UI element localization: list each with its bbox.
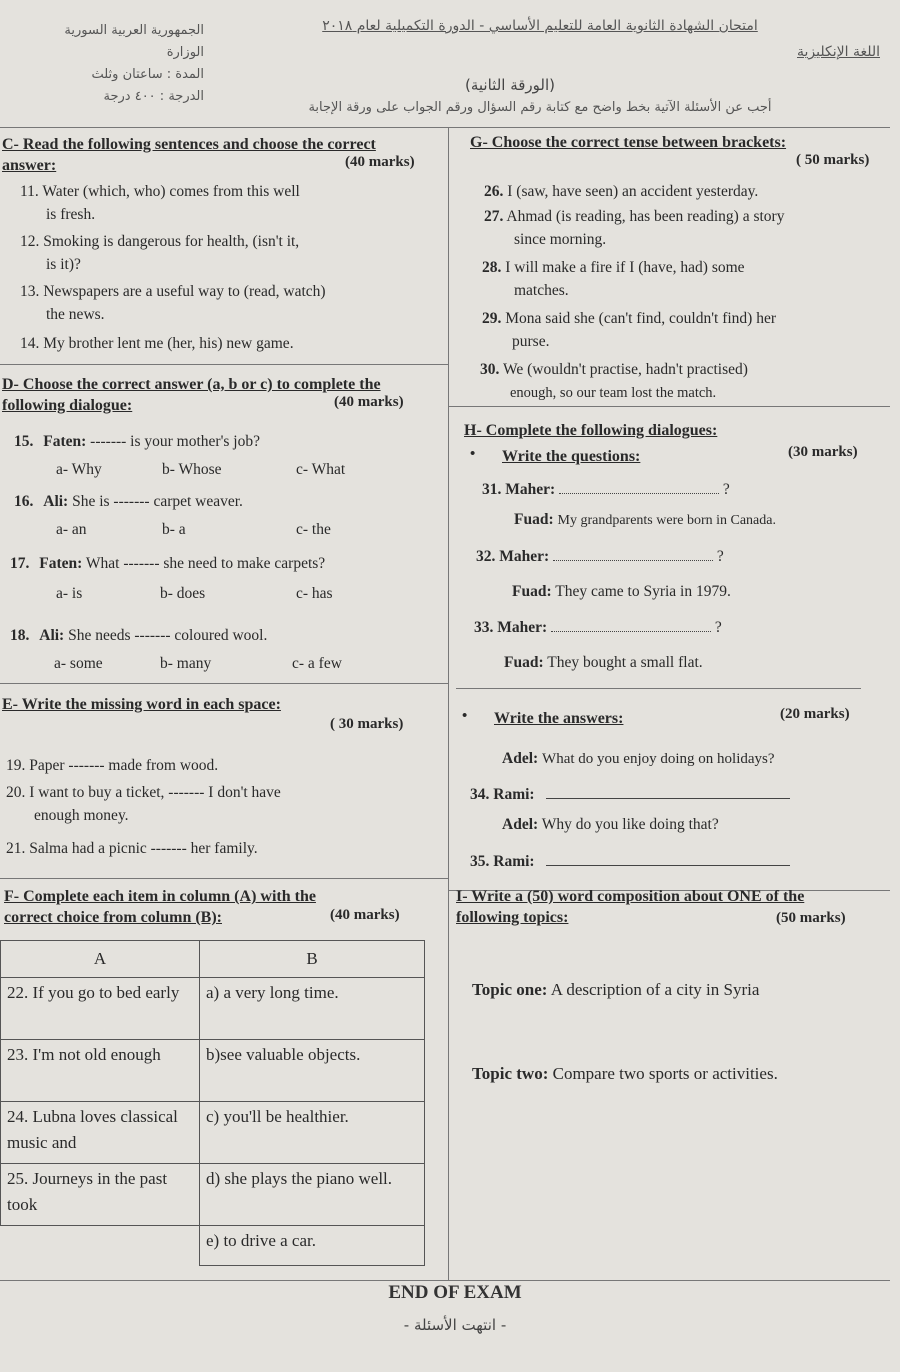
- section-c-header: [0, 134, 448, 178]
- section-c-title: C- Read the following sentences and choose the correct answer:: [2, 136, 376, 174]
- question-text: Newspapers are a useful way to (read, watch): [43, 283, 326, 300]
- question-text: We (wouldn't practise, hadn't practised): [502, 361, 748, 378]
- question-text-cont: is it)?: [46, 256, 81, 273]
- question-text: My brother lent me (her, his) new game.: [43, 335, 294, 352]
- section-d-title: D- Choose the correct answer (a, b or c) to complete the following dialogue:: [2, 376, 381, 414]
- dialogue-item-18: [10, 624, 448, 681]
- column-b-header: B: [200, 941, 425, 978]
- question-text-cont: is fresh.: [46, 206, 96, 223]
- question-number: 11.: [20, 183, 39, 200]
- question-mark: ?: [716, 548, 724, 565]
- section-h-title: H- Complete the following dialogues:: [464, 422, 718, 439]
- header-duration: المدة : ساعتان وثلث: [91, 67, 204, 82]
- question-28: [482, 256, 882, 302]
- write-questions-label: Write the questions:: [502, 448, 641, 465]
- option-b: b- many: [160, 655, 212, 672]
- item-number: 18.: [10, 627, 30, 644]
- divider-c-d: [0, 364, 448, 365]
- column-b-cell: e) to drive a car.: [200, 1226, 425, 1266]
- divider-g-h: [448, 406, 890, 407]
- answer-line[interactable]: [551, 631, 711, 632]
- question-26: [484, 180, 884, 203]
- dialogue-32-question: [476, 545, 876, 568]
- table-row: [1, 1226, 425, 1266]
- option-a: a- Why: [56, 461, 102, 478]
- option-b: b- a: [162, 521, 186, 538]
- divider-h1-h2: [456, 688, 861, 689]
- column-a-header: A: [1, 941, 200, 978]
- header-grade: الدرجة : ٤٠٠ درجة: [103, 89, 204, 104]
- question-number: 21.: [6, 840, 26, 857]
- section-i-marks: (50 marks): [776, 910, 846, 926]
- section-d-header: [0, 374, 448, 418]
- option-b: b- Whose: [162, 461, 222, 478]
- end-of-exam-arabic: - انتهت الأسئلة -: [403, 1316, 507, 1334]
- column-b-cell: b)see valuable objects.: [200, 1040, 425, 1102]
- question-30: [480, 358, 884, 405]
- option-c: c- What: [296, 461, 346, 478]
- question-text: Water (which, who) comes from this well: [42, 183, 300, 200]
- topic-one-text: A description of a city in Syria: [550, 980, 760, 999]
- speaker-maher: Maher:: [505, 481, 556, 498]
- dialogue-item-16: [14, 490, 444, 547]
- section-f-marks: (40 marks): [330, 907, 400, 923]
- question-text: Ahmad (is reading, has been reading) a story: [506, 208, 785, 225]
- fuad-answer: My grandparents were born in Canada.: [557, 513, 776, 528]
- question-text: Smoking is dangerous for health, (isn't it,: [43, 233, 300, 250]
- speaker: Ali:: [43, 493, 69, 510]
- option-a: a- an: [56, 521, 87, 538]
- dialogue-31-question: [482, 478, 882, 501]
- question-number: 32.: [476, 548, 496, 565]
- section-g: [470, 132, 890, 176]
- speaker-adel: Adel:: [502, 816, 539, 833]
- option-a: a- is: [56, 585, 83, 602]
- dialogue-33-question: [474, 616, 874, 639]
- topic-two-text: Compare two sports or activities.: [552, 1064, 778, 1083]
- dialogue-text: ------- is your mother's job?: [90, 433, 260, 450]
- speaker: Faten:: [39, 555, 83, 572]
- question-text: I (saw, have seen) an accident yesterday.: [507, 183, 759, 200]
- question-29: [482, 307, 882, 353]
- item-number: 16.: [14, 493, 34, 510]
- section-e: [0, 694, 448, 860]
- write-questions-heading: [470, 446, 880, 470]
- speaker-rami: Rami:: [493, 853, 535, 870]
- question-text-cont: enough money.: [34, 807, 129, 824]
- speaker-fuad: Fuad:: [514, 511, 554, 528]
- question-text: I will make a fire if I (have, had) some: [505, 259, 745, 276]
- divider-d-e: [0, 683, 448, 684]
- option-c: c- has: [296, 585, 333, 602]
- question-20: [0, 781, 448, 827]
- section-c-marks: (40 marks): [345, 154, 415, 170]
- question-number: 30.: [480, 361, 500, 378]
- item-number: 15.: [14, 433, 34, 450]
- topic-two: [472, 1064, 882, 1084]
- speaker: Faten:: [43, 433, 87, 450]
- section-c: [0, 134, 448, 355]
- end-of-exam: END OF EXAM: [388, 1282, 522, 1303]
- matching-table-header: [1, 941, 425, 978]
- section-i-header: [456, 886, 886, 936]
- bullet-icon: •: [470, 446, 476, 462]
- exam-part: (الورقة الثانية): [465, 76, 555, 94]
- section-d-marks: (40 marks): [334, 394, 404, 410]
- column-a-cell: 24. Lubna loves classical music and: [1, 1102, 200, 1164]
- answer-line[interactable]: [546, 865, 790, 866]
- question-number: 19.: [6, 757, 26, 774]
- speaker-adel: Adel:: [502, 750, 539, 767]
- question-mark: ?: [714, 619, 722, 636]
- question-number: 29.: [482, 310, 502, 327]
- question-number: 26.: [484, 183, 504, 200]
- question-21: [0, 837, 448, 860]
- dialogue-item-15: [14, 430, 444, 487]
- question-number: 14.: [20, 335, 40, 352]
- section-f-header: [0, 886, 448, 936]
- option-c: c- the: [296, 521, 331, 538]
- matching-table: [0, 940, 425, 1266]
- speaker-fuad: Fuad:: [504, 654, 544, 671]
- table-row: [1, 978, 425, 1040]
- column-a-cell: 25. Journeys in the past took: [1, 1164, 200, 1226]
- section-i-title: I- Write a (50) word composition about ONE of the following topics:: [456, 888, 805, 926]
- fuad-answer: They came to Syria in 1979.: [555, 583, 731, 600]
- question-text-cont: enough, so our team lost the match.: [510, 385, 717, 401]
- option-b: b- does: [160, 585, 206, 602]
- write-answers-label: Write the answers:: [494, 710, 624, 727]
- exam-instructions: أجب عن الأسئلة الآتية بخط واضح مع كتابة رقم السؤال ورقم الجواب على ورقة الإجابة: [308, 100, 772, 115]
- question-number: 31.: [482, 481, 502, 498]
- speaker-rami: Rami:: [493, 786, 535, 803]
- dialogue-34-rami: [470, 783, 870, 806]
- table-row: [1, 1102, 425, 1164]
- dialogue-34-adel: [502, 747, 882, 771]
- divider-footer: [0, 1280, 890, 1281]
- answer-line[interactable]: [559, 493, 719, 494]
- question-text: Paper ------- made from wood.: [29, 757, 219, 774]
- write-answers-marks: (20 marks): [780, 706, 850, 722]
- header-left-block: [4, 20, 204, 108]
- adel-question: Why do you like doing that?: [541, 816, 719, 833]
- header-country: الجمهورية العربية السورية: [64, 23, 204, 38]
- question-text-cont: purse.: [512, 333, 550, 350]
- section-d: [0, 374, 448, 418]
- question-number: 33.: [474, 619, 494, 636]
- question-13: [0, 280, 448, 326]
- question-text: Salma had a picnic ------- her family.: [29, 840, 258, 857]
- column-divider: [448, 127, 449, 1280]
- fuad-answer: They bought a small flat.: [547, 654, 703, 671]
- question-number: 34.: [470, 786, 490, 803]
- write-questions-marks: (30 marks): [788, 444, 858, 460]
- question-text-cont: since morning.: [514, 231, 607, 248]
- exam-title: امتحان الشهادة الثانوية العامة للتعليم الأساسي - الدورة التكميلية لعام ٢٠١٨: [322, 18, 758, 34]
- header-ministry: الوزارة: [166, 45, 204, 60]
- option-c: c- a few: [292, 655, 342, 672]
- section-e-header: [0, 694, 448, 740]
- question-19: [0, 754, 448, 777]
- topic-two-label: Topic two:: [472, 1064, 549, 1083]
- question-number: 35.: [470, 853, 490, 870]
- column-a-cell: 23. I'm not old enough: [1, 1040, 200, 1102]
- question-11: [0, 180, 448, 226]
- section-f-title: F- Complete each item in column (A) with the correct choice from column (B):: [4, 888, 316, 926]
- dialogue-text: She needs ------- coloured wool.: [68, 627, 268, 644]
- exam-subject: اللغة الإنكليزية: [797, 44, 880, 60]
- column-a-cell: 22. If you go to bed early: [1, 978, 200, 1040]
- question-27: [484, 205, 884, 251]
- adel-question: What do you enjoy doing on holidays?: [542, 751, 775, 767]
- section-e-marks: ( 30 marks): [330, 716, 404, 732]
- dialogue-32-answer: [512, 580, 882, 603]
- question-number: 12.: [20, 233, 40, 250]
- topic-one: [472, 980, 882, 1000]
- answer-line[interactable]: [546, 798, 790, 799]
- question-number: 27.: [484, 208, 504, 225]
- speaker: Ali:: [39, 627, 65, 644]
- dialogue-text: She is ------- carpet weaver.: [72, 493, 243, 510]
- table-row: [1, 1040, 425, 1102]
- column-b-cell: a) a very long time.: [200, 978, 425, 1040]
- table-row: [1, 1164, 425, 1226]
- section-e-title: E- Write the missing word in each space:: [2, 696, 281, 713]
- question-text: I want to buy a ticket, ------- I don't have: [29, 784, 281, 801]
- column-a-cell: [1, 1226, 200, 1266]
- question-number: 13.: [20, 283, 40, 300]
- speaker-maher: Maher:: [497, 619, 548, 636]
- speaker-maher: Maher:: [499, 548, 550, 565]
- column-b-cell: d) she plays the piano well.: [200, 1164, 425, 1226]
- question-text-cont: matches.: [514, 282, 569, 299]
- dialogue-35-rami: [470, 850, 870, 873]
- dialogue-33-answer: [504, 651, 874, 674]
- question-mark: ?: [722, 481, 730, 498]
- question-12: [0, 230, 448, 276]
- section-g-header: [470, 132, 890, 176]
- bullet-icon: •: [462, 708, 468, 724]
- answer-line[interactable]: [553, 560, 713, 561]
- question-text-cont: the news.: [46, 306, 105, 323]
- header-divider: [0, 127, 890, 128]
- dialogue-31-answer: [514, 508, 884, 532]
- section-g-title: G- Choose the correct tense between brackets:: [470, 134, 787, 151]
- section-g-marks: ( 50 marks): [796, 152, 870, 168]
- question-number: 20.: [6, 784, 26, 801]
- question-text: Mona said she (can't find, couldn't find) her: [505, 310, 776, 327]
- item-number: 17.: [10, 555, 30, 572]
- column-b-cell: c) you'll be healthier.: [200, 1102, 425, 1164]
- speaker-fuad: Fuad:: [512, 583, 552, 600]
- dialogue-text: What ------- she need to make carpets?: [85, 555, 326, 572]
- topic-one-label: Topic one:: [472, 980, 548, 999]
- divider-e-f: [0, 878, 448, 879]
- dialogue-35-adel: [502, 813, 882, 836]
- option-a: a- some: [54, 655, 103, 672]
- question-14: [0, 332, 448, 355]
- question-number: 28.: [482, 259, 502, 276]
- dialogue-item-17: [10, 552, 448, 611]
- write-answers-heading: [462, 708, 872, 732]
